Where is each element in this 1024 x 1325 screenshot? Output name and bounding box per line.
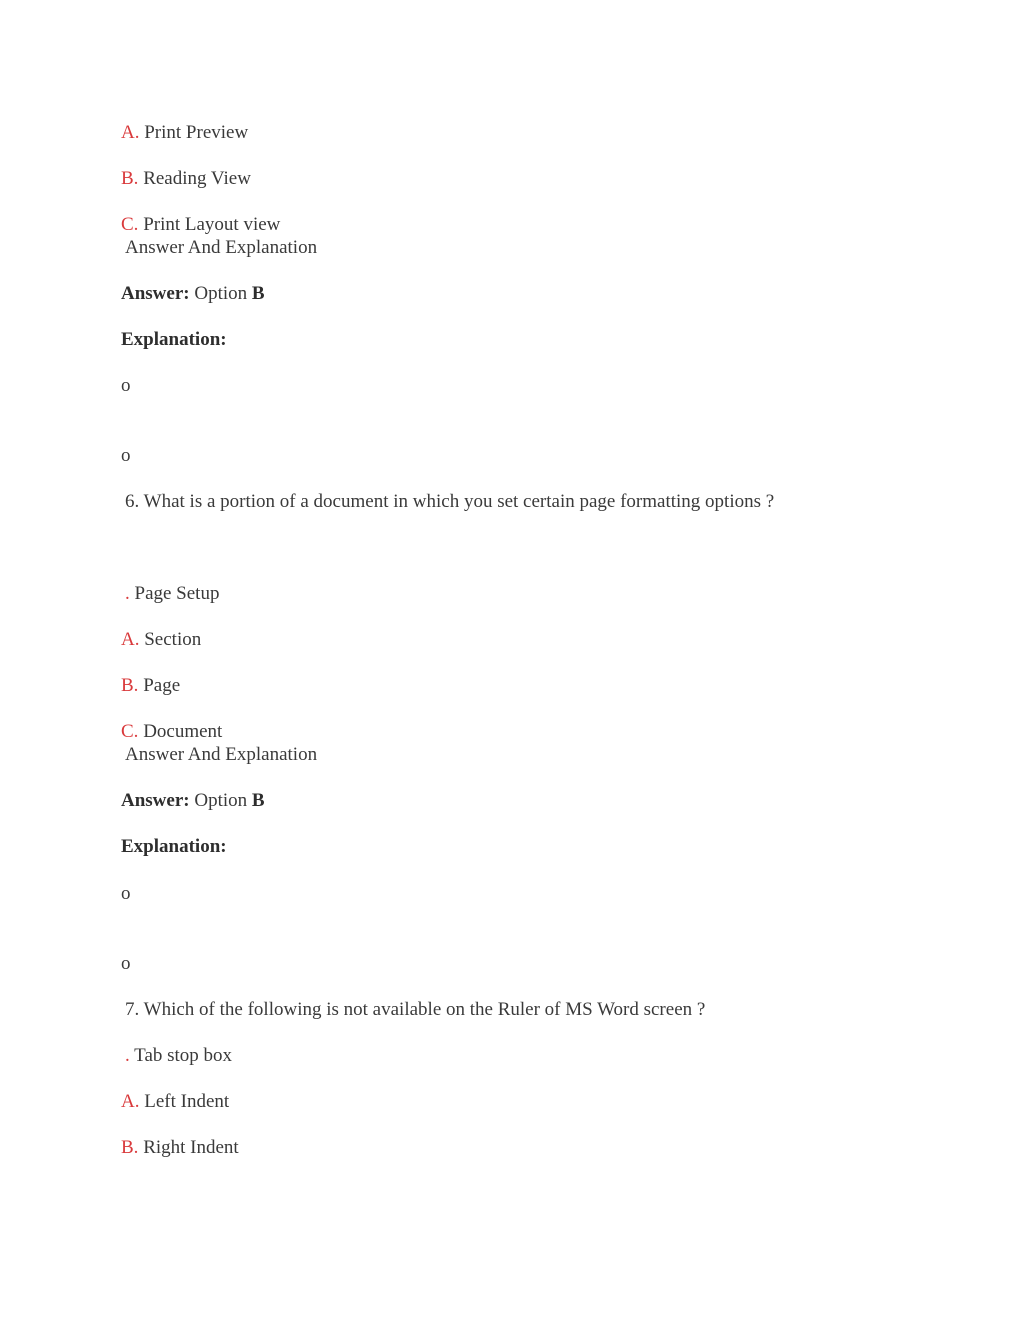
answer-line bbox=[121, 283, 265, 305]
option-a[interactable] bbox=[121, 1091, 229, 1113]
option-c[interactable] bbox=[121, 214, 280, 236]
option-a[interactable] bbox=[121, 629, 201, 651]
option-dot[interactable] bbox=[125, 583, 219, 605]
answer-label: Answer: bbox=[121, 283, 190, 304]
bullet: o bbox=[121, 883, 131, 904]
bullet: o bbox=[121, 953, 131, 974]
question-7-text: 7. Which of the following is not available on the Ruler of MS Word screen ? bbox=[125, 999, 706, 1020]
option-letter: . bbox=[125, 1045, 130, 1066]
explanation-label: Explanation: bbox=[121, 836, 227, 857]
option-text: Reading View bbox=[143, 168, 251, 189]
option-a[interactable] bbox=[121, 122, 248, 144]
answer-label: Answer: bbox=[121, 790, 190, 811]
option-text: Page bbox=[143, 675, 181, 696]
option-letter: B. bbox=[121, 675, 139, 696]
bullet: o bbox=[121, 375, 131, 396]
answer-letter: B bbox=[251, 790, 265, 811]
option-letter: A. bbox=[121, 1091, 140, 1112]
option-letter: C. bbox=[121, 214, 139, 235]
option-text: Print Preview bbox=[144, 122, 249, 143]
option-letter: A. bbox=[121, 122, 140, 143]
option-letter: C. bbox=[121, 721, 139, 742]
bullet: o bbox=[121, 445, 131, 466]
option-dot[interactable] bbox=[125, 1045, 232, 1067]
answer-explanation-link[interactable]: Answer And Explanation bbox=[125, 744, 318, 765]
answer-option-word: Option bbox=[194, 790, 248, 811]
option-text: Tab stop box bbox=[134, 1045, 233, 1066]
option-text: Right Indent bbox=[143, 1137, 239, 1158]
option-letter: A. bbox=[121, 629, 140, 650]
answer-option-word: Option bbox=[194, 283, 248, 304]
option-text: Left Indent bbox=[144, 1091, 230, 1112]
option-text: Document bbox=[143, 721, 223, 742]
option-text: Print Layout view bbox=[143, 214, 281, 235]
option-c[interactable] bbox=[121, 721, 222, 743]
answer-explanation-link[interactable]: Answer And Explanation bbox=[125, 237, 318, 258]
option-letter: . bbox=[125, 583, 130, 604]
option-text: Page Setup bbox=[134, 583, 220, 604]
question-6-text: 6. What is a portion of a document in which you set certain page formatting options ? bbox=[125, 491, 775, 512]
answer-letter: B bbox=[251, 283, 265, 304]
option-letter: B. bbox=[121, 1137, 139, 1158]
answer-line bbox=[121, 790, 265, 812]
option-text: Section bbox=[144, 629, 202, 650]
explanation-label: Explanation: bbox=[121, 329, 227, 350]
option-b[interactable] bbox=[121, 168, 251, 190]
option-b[interactable] bbox=[121, 1137, 239, 1159]
option-b[interactable] bbox=[121, 675, 180, 697]
option-letter: B. bbox=[121, 168, 139, 189]
